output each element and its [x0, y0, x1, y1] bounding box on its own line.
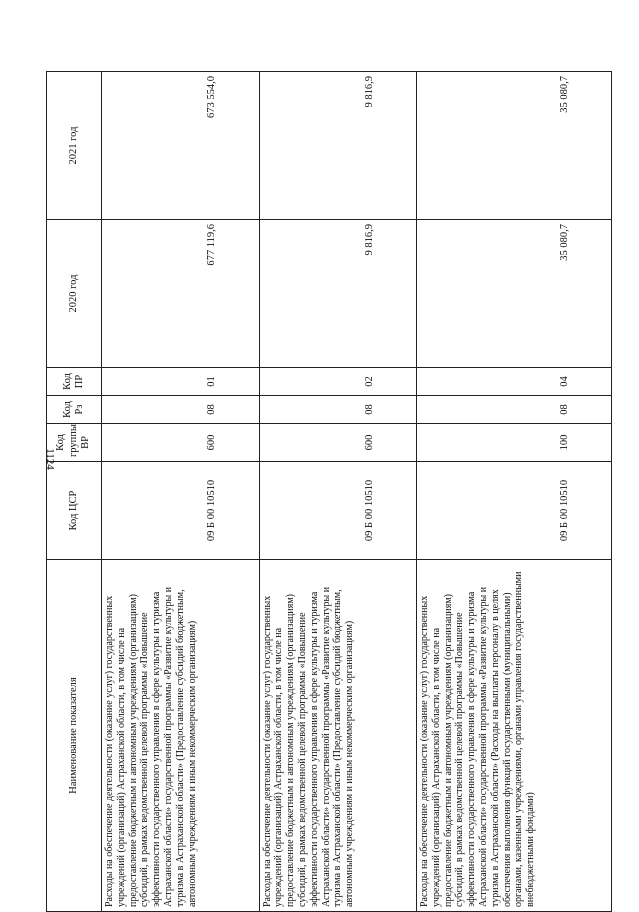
header-2021: 2021 год — [47, 72, 102, 220]
table-row — [417, 72, 612, 912]
budget-table — [46, 71, 612, 912]
row-name: Расходы на обеспечение деятельности (оказание услуг) государственных учреждений (организаций) Астраханской области, в том числе на предоставление бюджетным и автономным учреждениям (организациям) субсидий, в рамках ведомственной целевой программы «Повышение эффективности государственного управления в сфере культуры и туризма Астраханской области» государственной программы «Развитие культуры и туризма в Астраханской области» (Предоставление субсидий бюджетным, автономным учреждениям и иным некоммерческим организациям) — [259, 560, 417, 912]
row-rz: 08 — [417, 396, 612, 424]
header-2020: 2020 год — [47, 220, 102, 368]
header-pr: Код ПР — [47, 368, 102, 396]
table-header-row — [47, 72, 102, 912]
row-vr: 100 — [417, 424, 612, 462]
header-csr: Код ЦСР — [47, 462, 102, 560]
header-rz: Код Рз — [47, 396, 102, 424]
row-pr: 01 — [102, 368, 260, 396]
rotated-page-content — [46, 72, 639, 912]
row-rz: 08 — [259, 396, 417, 424]
page-number: 1124 — [44, 448, 56, 470]
row-2021: 9 816,9 — [259, 72, 417, 220]
row-rz: 08 — [102, 396, 260, 424]
row-2021: 35 080,7 — [417, 72, 612, 220]
row-2020: 9 816,9 — [259, 220, 417, 368]
row-2021: 673 554,0 — [102, 72, 260, 220]
row-vr: 600 — [102, 424, 260, 462]
row-vr: 600 — [259, 424, 417, 462]
row-pr: 02 — [259, 368, 417, 396]
row-name: Расходы на обеспечение деятельности (оказание услуг) государственных учреждений (организаций) Астраханской области, в том числе на предоставление бюджетным и автономным учреждениям (организациям) субсидий, в рамках ведомственной целевой программы «Повышение эффективности государственного управления в сфере культуры и туризма Астраханской области» государственной программы «Развитие культуры и туризма в Астраханской области» (Расходы на выплаты персоналу в целях обеспечения выполнения функций государственными (муниципальными) органами, казенными учреждениями, органами управления государственными внебюджетными фондами) — [417, 560, 612, 912]
row-name: Расходы на обеспечение деятельности (оказание услуг) государственных учреждений (организаций) Астраханской области, в том числе на предоставление бюджетным и автономным учреждениям (организациям) субсидий, в рамках ведомственной целевой программы «Повышение эффективности государственного управления в сфере культуры и туризма Астраханской области» государственной программы «Развитие культуры и туризма в Астраханской области» (Предоставление субсидий бюджетным, автономным учреждениям и иным некоммерческим организациям) — [102, 560, 260, 912]
row-2020: 677 119,6 — [102, 220, 260, 368]
header-vr: Код группы ВР — [47, 424, 102, 462]
table-row — [102, 72, 260, 912]
row-csr: 09 Б 00 10510 — [259, 462, 417, 560]
row-pr: 04 — [417, 368, 612, 396]
header-name: Наименование показателя — [47, 560, 102, 912]
table-row — [259, 72, 417, 912]
row-csr: 09 Б 00 10510 — [102, 462, 260, 560]
row-csr: 09 Б 00 10510 — [417, 462, 612, 560]
row-2020: 35 080,7 — [417, 220, 612, 368]
